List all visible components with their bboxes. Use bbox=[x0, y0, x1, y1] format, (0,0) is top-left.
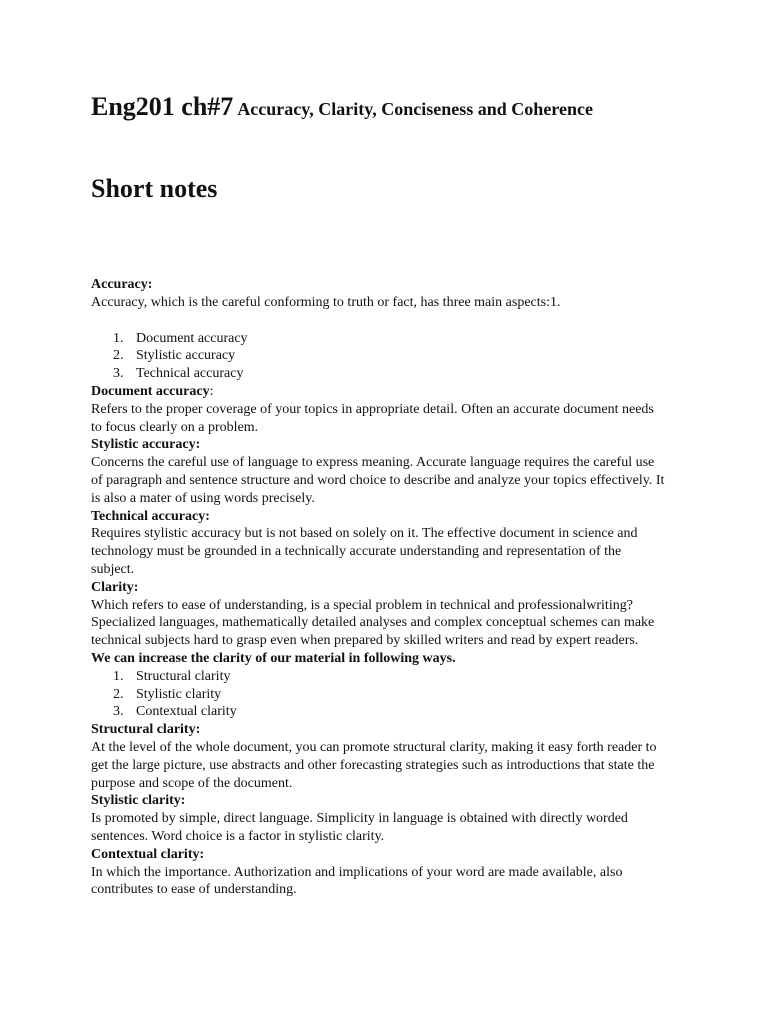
list-item: 2. Stylistic accuracy bbox=[113, 348, 236, 364]
accuracy-text: Accuracy, which is the careful conforming to truth or fact, has three main aspects:1. bbox=[91, 294, 561, 310]
clarity-heading: Clarity: bbox=[91, 579, 139, 595]
list-item: 3. Technical accuracy bbox=[113, 366, 244, 382]
clarity-list bbox=[91, 668, 666, 721]
technical-accuracy-text: Requires stylistic accuracy but is not based on solely on it. The effective document in science and technology must be grounded in a technically accurate understanding and representation of the subject. bbox=[91, 526, 638, 577]
contextual-clarity-text: In which the importance. Authorization and implications of your word are made available, also contributes to ease of understanding. bbox=[91, 864, 623, 898]
list-item: 3. Contextual clarity bbox=[113, 704, 237, 720]
list-item: 1. Structural clarity bbox=[113, 668, 231, 684]
technical-accuracy-heading: Technical accuracy: bbox=[91, 508, 210, 524]
structural-clarity-text: At the level of the whole document, you can promote structural clarity, making it easy forth reader to get the large picture, use abstracts and other forecasting strategies such as introductions that state the purpose and scope of the document. bbox=[91, 739, 657, 791]
document-accuracy-heading: Document accuracy: bbox=[91, 383, 214, 399]
stylistic-accuracy-heading: Stylistic accuracy: bbox=[91, 437, 201, 453]
title-sub: Accuracy, Clarity, Conciseness and Coherence bbox=[237, 99, 593, 119]
clarity-text: Which refers to ease of understanding, is a special problem in technical and professionalwriting? Specialized languages, mathematically detailed analyses and complex conceptual schemes can make technical subjects hard to grasp even when prepared by skilled writers and read by expert readers. bbox=[91, 597, 655, 649]
title-main: Eng201 ch#7 bbox=[91, 92, 234, 121]
contextual-clarity-heading: Contextual clarity: bbox=[91, 846, 205, 862]
accuracy-list bbox=[91, 330, 666, 383]
list-item: 1. Document accuracy bbox=[113, 330, 248, 346]
structural-clarity-heading: Structural clarity: bbox=[91, 722, 201, 738]
document-body bbox=[91, 276, 666, 899]
accuracy-heading: Accuracy: bbox=[91, 277, 153, 292]
stylistic-clarity-heading: Stylistic clarity: bbox=[91, 793, 186, 809]
list-item: 2. Stylistic clarity bbox=[113, 686, 222, 702]
document-accuracy-text: Refers to the proper coverage of your topics in appropriate detail. Often an accurate document needs to focus clearly on a problem. bbox=[91, 401, 654, 435]
stylistic-accuracy-text: Concerns the careful use of language to express meaning. Accurate language requires the careful use of paragraph and sentence structure and word choice to describe and analyze your topics effectively. It is also a mater of using words precisely. bbox=[91, 455, 665, 506]
document-title bbox=[91, 94, 593, 120]
stylistic-clarity-text: Is promoted by simple, direct language. Simplicity in language is obtained with directly worded sentences. Word choice is a factor in stylistic clarity. bbox=[91, 811, 628, 844]
section-subtitle: Short notes bbox=[91, 174, 218, 203]
clarity-ways-heading: We can increase the clarity of our material in following ways. bbox=[91, 650, 456, 666]
